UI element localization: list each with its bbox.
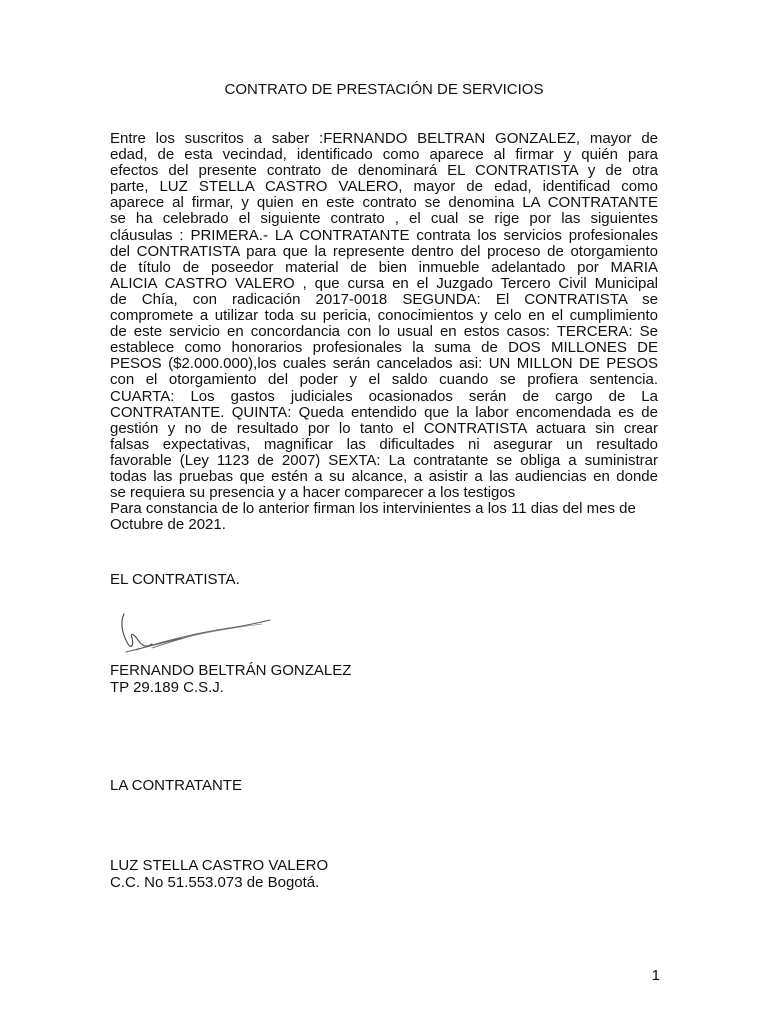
document-title: CONTRATO DE PRESTACIÓN DE SERVICIOS [224,81,544,98]
closing-line: Para constancia de lo anterior firman los intervinientes a los 11 dias del mes de [110,500,636,518]
body-line: CUARTA: Los gastos judiciales ocasionados serán de cargo de La [110,387,658,405]
body-line: todas las pruebas que estén a su alcance, a asistir a las audiencias en donde [110,467,658,485]
body-line: PESOS ($2.000.000),los cuales serán cancelados asi: UN MILLON DE PESOS [110,355,658,373]
body-line: gestión y no de resultado por lo tanto el CONTRATISTA actuara sin crear [110,419,658,437]
body-line: CONTRATANTE. QUINTA: Queda entendido que la labor encomendada es de [110,403,658,421]
contratista-id: TP 29.189 C.S.J. [110,679,224,696]
body-line: establece como honorarios profesionales la suma de DOS MILLONES DE [110,339,658,357]
body-line: con el otorgamiento del poder y el saldo cuando se profiera sentencia. [110,371,658,389]
body-line: falsas expectativas, magnificar las dificultades ni asegurar un resultado [110,435,658,453]
body-line: de título de poseedor material de bien inmueble adelantado por MARIA [110,258,658,276]
body-line: favorable (Ley 1123 de 2007) SEXTA: La contratante se obliga a suministrar [110,451,658,469]
body-line: se requiera su presencia y a hacer comparecer a los testigos [110,484,516,502]
body-line: compromete a utilizar toda su pericia, conocimientos y celo en el cumplimiento [110,307,658,325]
body-line: efectos del presente contrato de denominará EL CONTRATISTA y de otra [110,162,658,180]
body-line: se ha celebrado el siguiente contrato , el cual se rige por las siguientes [110,210,658,228]
contract-body [110,131,658,533]
body-line: ALICIA CASTRO VALERO , que cursa en el Juzgado Tercero Civil Municipal [110,274,658,292]
contratante-name: LUZ STELLA CASTRO VALERO [110,857,329,874]
body-line: de Chía, con radicación 2017-0018 SEGUNDA: El CONTRATISTA se [110,290,658,308]
body-line: edad, de esta vecindad, identificado como aparece al firmar y quién para [110,146,658,164]
body-line: parte, LUZ STELLA CASTRO VALERO, mayor de edad, identificad como [110,178,658,196]
contratista-heading: EL CONTRATISTA. [110,571,240,588]
contratista-signature [112,610,282,658]
contratante-heading: LA CONTRATANTE [110,777,242,794]
page-number: 1 [651,967,660,984]
closing-line: Octubre de 2021. [110,516,226,534]
contratante-id: C.C. No 51.553.073 de Bogotá. [110,874,320,891]
body-line: aparece al firmar, y quien en este contrato se denomina LA CONTRATANTE [110,194,658,212]
contratista-name: FERNANDO BELTRÁN GONZALEZ [110,662,352,679]
body-line: de este servicio en concordancia con lo usual en estos casos: TERCERA: Se [110,323,658,341]
body-line: Entre los suscritos a saber :FERNANDO BELTRAN GONZALEZ, mayor de [110,130,658,147]
body-line: cláusulas : PRIMERA.- LA CONTRATANTE contrata los servicios profesionales [110,226,658,244]
body-line: del CONTRATISTA para que la represente dentro del proceso de otorgamiento [110,242,658,260]
